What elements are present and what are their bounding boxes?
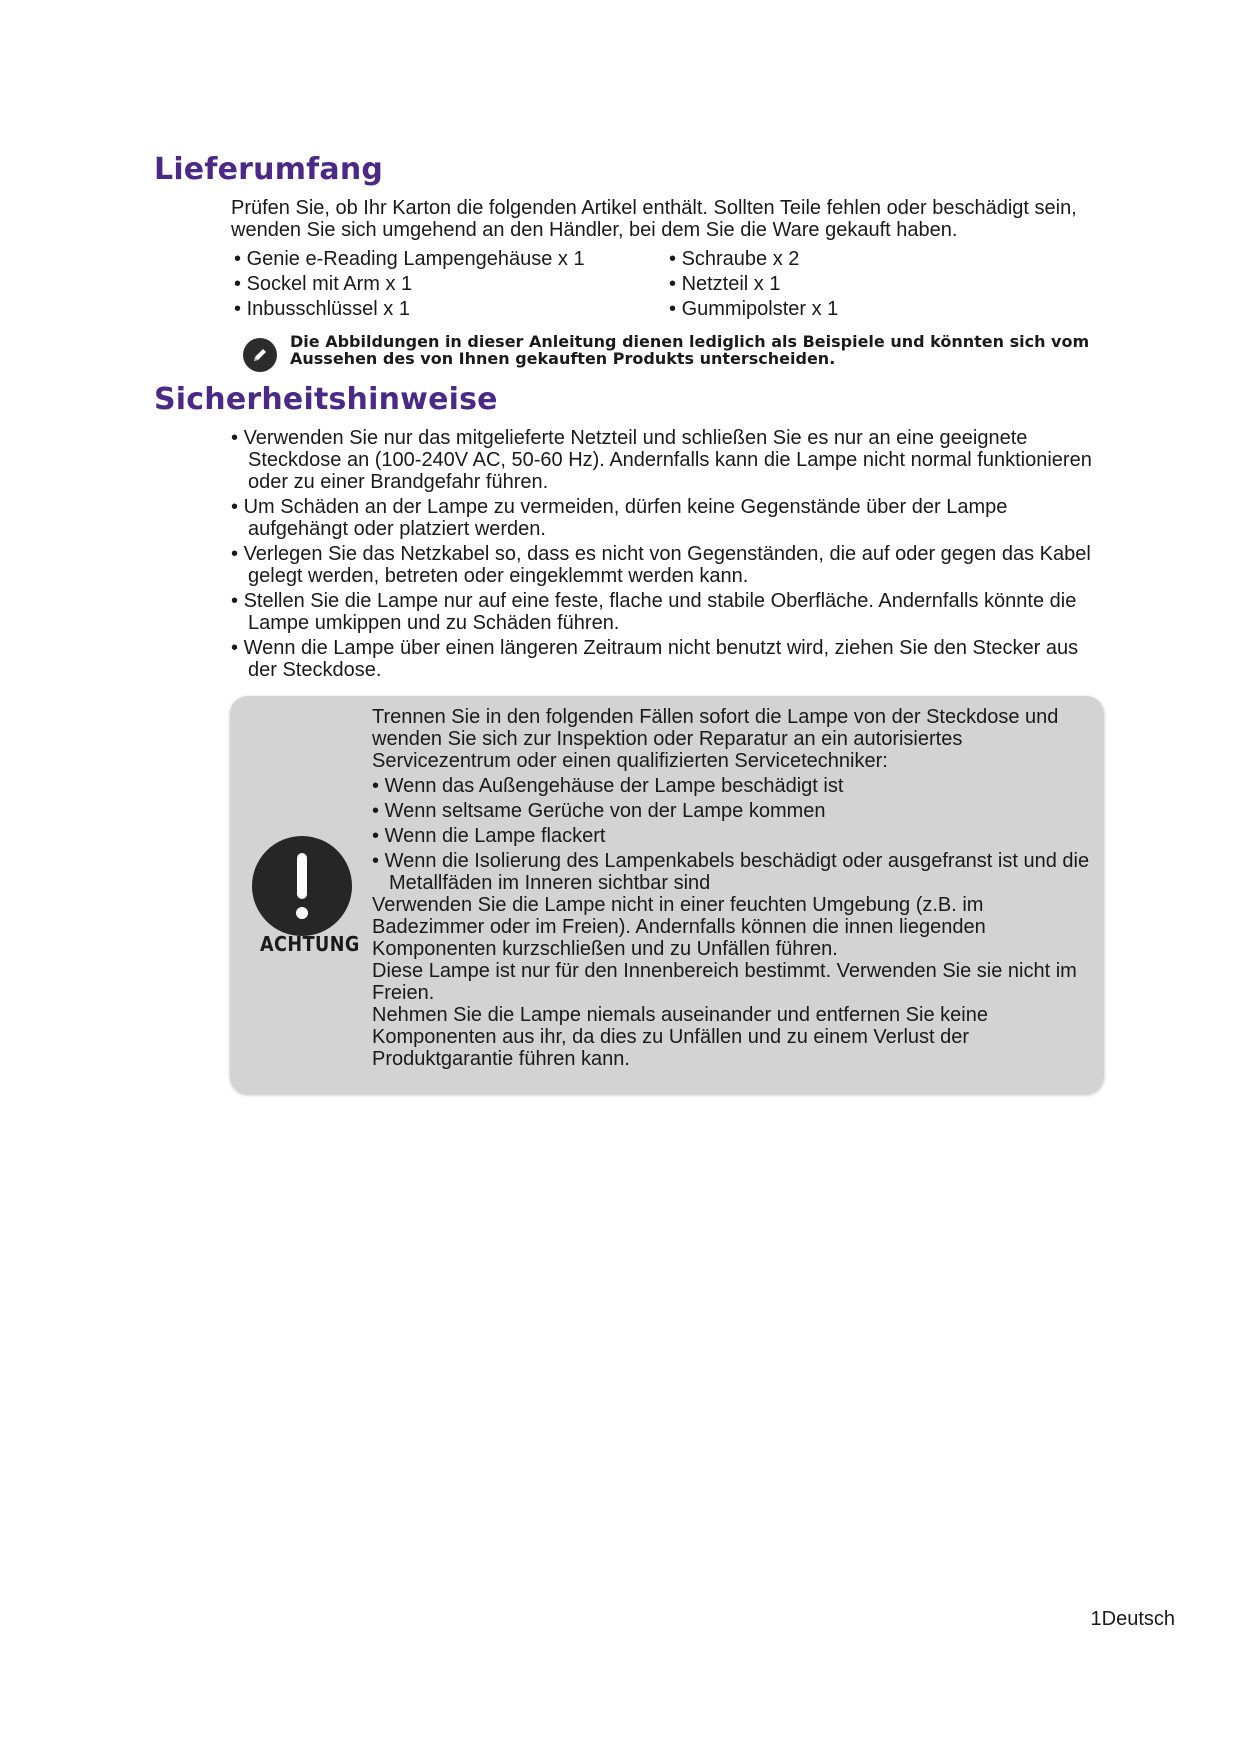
warning-box xyxy=(230,696,1104,1094)
warning-cases xyxy=(372,775,1092,894)
list-item: • Wenn die Lampe über einen längeren Zeitraum nicht benutzt wird, ziehen Sie den Stecker aus der Steckdose. xyxy=(231,637,1111,681)
list-item: • Genie e-Reading Lampengehäuse x 1 xyxy=(234,248,669,270)
warning-label: ACHTUNG xyxy=(260,932,360,956)
warning-text xyxy=(372,706,1092,1070)
safety-heading: Sicherheitshinweise xyxy=(154,382,498,417)
list-item: • Verwenden Sie nur das mitgelieferte Netzteil und schließen Sie es nur an eine geeignete Steckdose an (100-240V AC, 50-60 Hz). Andernfalls kann die Lampe nicht normal funktionieren oder zu einer Brandgefahr führen. xyxy=(231,427,1111,493)
warning-paragraph: Nehmen Sie die Lampe niemals auseinander und entfernen Sie keine Komponenten aus ihr, da dies zu Unfällen und zu einem Verlust der Produktgarantie führen kann. xyxy=(372,1004,988,1070)
page-footer: 1Deutsch xyxy=(1090,1608,1175,1630)
warning-paragraph: Diese Lampe ist nur für den Innenbereich bestimmt. Verwenden Sie sie nicht im Freien. xyxy=(372,960,1077,1004)
list-item: • Wenn seltsame Gerüche von der Lampe kommen xyxy=(372,800,1092,822)
contents-list xyxy=(234,248,1114,320)
list-item: • Sockel mit Arm x 1 xyxy=(234,273,669,295)
pencil-icon xyxy=(243,338,277,372)
list-item: • Verlegen Sie das Netzkabel so, dass es nicht von Gegenständen, die auf oder gegen das Kabel gelegt werden, betreten oder eingeklemmt werden kann. xyxy=(231,543,1111,587)
warning-intro: Trennen Sie in den folgenden Fällen sofort die Lampe von der Steckdose und wenden Sie sich zur Inspektion oder Reparatur an ein autorisiertes Servicezentrum oder einen qualifizierten Servicetechniker: xyxy=(372,706,1059,772)
list-item: • Netzteil x 1 xyxy=(669,273,1104,295)
list-item: • Schraube x 2 xyxy=(669,248,1104,270)
list-item: • Wenn das Außengehäuse der Lampe beschädigt ist xyxy=(372,775,1092,797)
note-text: Die Abbildungen in dieser Anleitung dienen lediglich als Beispiele und könnten sich vom Aussehen des von Ihnen gekauften Produkts unterscheiden. xyxy=(290,332,1090,368)
exclamation-icon xyxy=(252,836,352,936)
warning-paragraph: Verwenden Sie die Lampe nicht in einer feuchten Umgebung (z.B. im Badezimmer oder im Freien). Andernfalls können die innen liegenden Komponenten kurzschließen und zu Unfällen führen. xyxy=(372,894,986,960)
list-item: • Inbusschlüssel x 1 xyxy=(234,298,669,320)
list-item: • Um Schäden an der Lampe zu vermeiden, dürfen keine Gegenstände über der Lampe aufgehängt oder platziert werden. xyxy=(231,496,1111,540)
safety-list xyxy=(231,427,1111,684)
contents-heading: Lieferumfang xyxy=(154,152,384,187)
contents-intro: Prüfen Sie, ob Ihr Karton die folgenden Artikel enthält. Sollten Teile fehlen oder beschädigt sein, wenden Sie sich umgehend an den Händler, bei dem Sie die Ware gekauft haben. xyxy=(231,197,1077,241)
list-item: • Gummipolster x 1 xyxy=(669,298,1104,320)
list-item: • Stellen Sie die Lampe nur auf eine feste, flache und stabile Oberfläche. Andernfalls könnte die Lampe umkippen und zu Schäden führen. xyxy=(231,590,1111,634)
list-item: • Wenn die Lampe flackert xyxy=(372,825,1092,847)
list-item: • Wenn die Isolierung des Lampenkabels beschädigt oder ausgefranst ist und die Metallfäden im Inneren sichtbar sind xyxy=(372,850,1092,894)
